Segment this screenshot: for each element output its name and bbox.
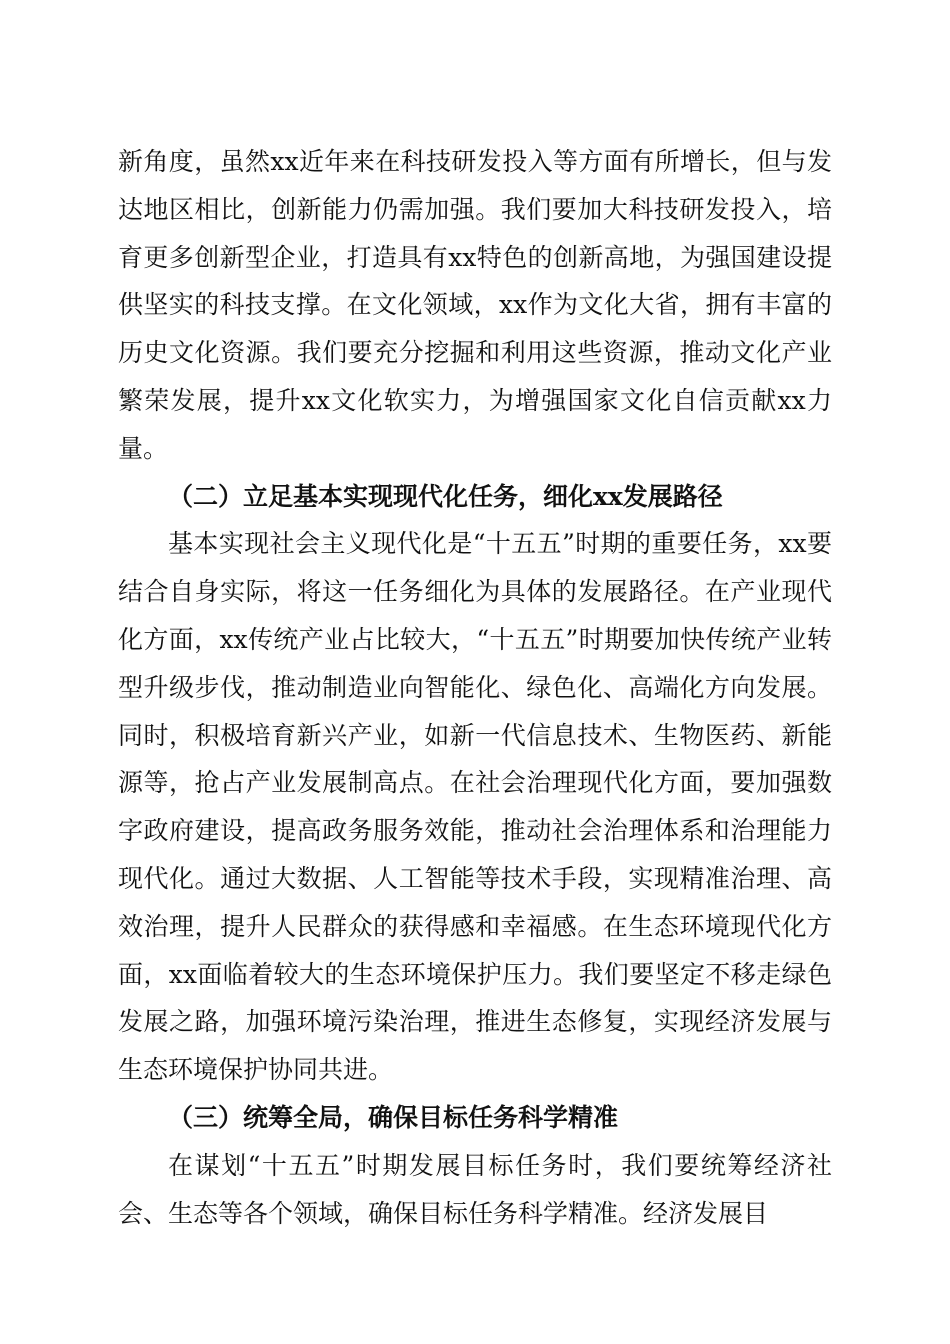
section-heading-2: （二）立足基本实现现代化任务，细化xx发展路径 (168, 481, 723, 511)
paragraph-continued: 新角度，虽然xx近年来在科技研发投入等方面有所增长，但与发达地区相比，创新能力仍需加强。我们要加大科技研发投入，培育更多创新型企业，打造具有xx特色的创新高地，为强国建设提供坚实的科技支撑。在文化领域，xx作为文化大省，拥有丰富的历史文化资源。我们要充分挖掘和利用这些资源，推动文化产业繁荣发展，提升xx文化软实力，为增强国家文化自信贡献xx力量。 (118, 147, 832, 463)
document-body (118, 138, 832, 1237)
section-heading-3: （三）统筹全局，确保目标任务科学精准 (168, 1102, 619, 1132)
paragraph-section-2: 基本实现社会主义现代化是“十五五”时期的重要任务，xx要结合自身实际，将这一任务细化为具体的发展路径。在产业现代化方面，xx传统产业占比较大，“十五五”时期要加快传统产业转型升级步伐，推动制造业向智能化、绿色化、高端化方向发展。同时，积极培育新兴产业，如新一代信息技术、生物医药、新能源等，抢占产业发展制高点。在社会治理现代化方面，要加强数字政府建设，提高政务服务效能，推动社会治理体系和治理能力现代化。通过大数据、人工智能等技术手段，实现精准治理、高效治理，提升人民群众的获得感和幸福感。在生态环境现代化方面，xx面临着较大的生态环境保护压力。我们要坚定不移走绿色发展之路，加强环境污染治理，推进生态修复，实现经济发展与生态环境保护协同共进。 (118, 529, 832, 1085)
paragraph-section-3: 在谋划“十五五”时期发展目标任务时，我们要统筹经济社会、生态等各个领域，确保目标任务科学精准。经济发展目 (118, 1150, 832, 1228)
